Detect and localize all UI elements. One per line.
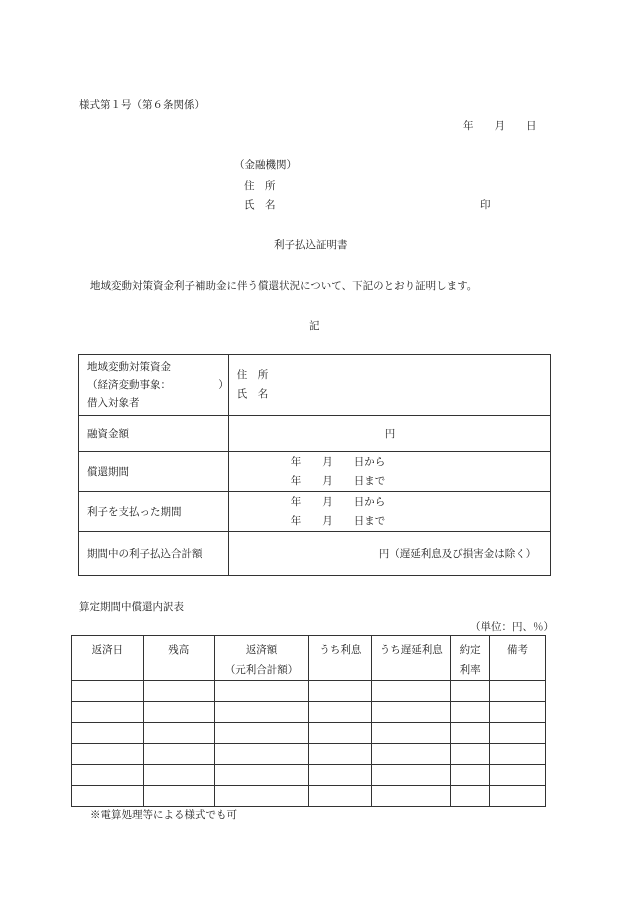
table-cell[interactable] bbox=[309, 681, 372, 702]
repayment-to: 年 月 日まで bbox=[290, 474, 386, 487]
table-cell[interactable] bbox=[143, 702, 214, 723]
borrower-label-1: 地域変動対策資金 bbox=[87, 361, 171, 373]
table-cell[interactable] bbox=[72, 702, 144, 723]
info-table bbox=[78, 354, 551, 576]
seal-mark: 印 bbox=[480, 199, 491, 211]
table-cell[interactable] bbox=[451, 681, 490, 702]
table-cell[interactable] bbox=[490, 681, 546, 702]
table-cell[interactable] bbox=[490, 786, 546, 807]
breakdown-unit: （単位：円、％） bbox=[470, 621, 554, 633]
table-cell[interactable] bbox=[451, 786, 490, 807]
interest-total-value[interactable]: 円（遅延利息及び損害金は除く） bbox=[228, 532, 550, 576]
header-contract-rate: 約定 利率 bbox=[451, 636, 490, 681]
borrower-name-label: 氏 名 bbox=[236, 388, 269, 400]
loan-amount-label: 融資金額 bbox=[79, 416, 229, 452]
interest-period-label: 利子を支払った期間 bbox=[79, 492, 229, 532]
table-row bbox=[72, 765, 546, 786]
table-cell[interactable] bbox=[372, 744, 451, 765]
table-cell[interactable] bbox=[372, 702, 451, 723]
name-label: 氏 名 bbox=[244, 199, 276, 211]
table-cell[interactable] bbox=[309, 744, 372, 765]
interest-total-row bbox=[79, 532, 551, 576]
interest-period-row bbox=[79, 492, 551, 532]
interest-period-value[interactable] bbox=[228, 492, 550, 532]
table-cell[interactable] bbox=[490, 702, 546, 723]
table-cell[interactable] bbox=[143, 723, 214, 744]
header-repayment-amount: 返済額 （元利合計額） bbox=[214, 636, 309, 681]
table-cell[interactable] bbox=[72, 681, 144, 702]
table-cell[interactable] bbox=[451, 765, 490, 786]
table-row bbox=[72, 744, 546, 765]
table-cell[interactable] bbox=[451, 723, 490, 744]
interest-to: 年 月 日まで bbox=[290, 514, 386, 527]
breakdown-header-row bbox=[72, 636, 546, 681]
loan-amount-row bbox=[79, 416, 551, 452]
table-cell[interactable] bbox=[143, 786, 214, 807]
borrower-label-3: 借入対象者 bbox=[87, 397, 140, 409]
institution-label: （金融機関） bbox=[234, 159, 297, 171]
interest-from: 年 月 日から bbox=[290, 495, 386, 508]
table-cell[interactable] bbox=[309, 702, 372, 723]
repayment-period-row bbox=[79, 452, 551, 492]
table-cell[interactable] bbox=[72, 786, 144, 807]
table-cell[interactable] bbox=[372, 681, 451, 702]
repayment-period-label: 償還期間 bbox=[79, 452, 229, 492]
table-cell[interactable] bbox=[143, 765, 214, 786]
table-row bbox=[72, 786, 546, 807]
table-cell[interactable] bbox=[372, 723, 451, 744]
interest-total-label: 期間中の利子払込合計額 bbox=[79, 532, 229, 576]
breakdown-body bbox=[72, 681, 546, 807]
table-row bbox=[72, 723, 546, 744]
borrower-label-cell bbox=[79, 355, 229, 416]
table-cell[interactable] bbox=[309, 765, 372, 786]
table-cell[interactable] bbox=[490, 723, 546, 744]
header-repayment-date: 返済日 bbox=[72, 636, 144, 681]
table-cell[interactable] bbox=[214, 744, 309, 765]
table-cell[interactable] bbox=[372, 786, 451, 807]
document-title: 利子払込証明書 bbox=[274, 239, 348, 251]
table-cell[interactable] bbox=[309, 723, 372, 744]
table-row bbox=[72, 681, 546, 702]
table-cell[interactable] bbox=[214, 681, 309, 702]
table-cell[interactable] bbox=[451, 702, 490, 723]
table-cell[interactable] bbox=[490, 744, 546, 765]
table-cell[interactable] bbox=[72, 723, 144, 744]
repayment-from: 年 月 日から bbox=[290, 455, 386, 468]
table-cell[interactable] bbox=[214, 723, 309, 744]
table-cell[interactable] bbox=[214, 702, 309, 723]
table-cell[interactable] bbox=[451, 744, 490, 765]
header-balance: 残高 bbox=[143, 636, 214, 681]
table-cell[interactable] bbox=[372, 765, 451, 786]
header-remarks: 備考 bbox=[490, 636, 546, 681]
borrower-value-cell[interactable] bbox=[228, 355, 550, 416]
address-label: 住 所 bbox=[244, 180, 276, 192]
table-cell[interactable] bbox=[72, 744, 144, 765]
table-cell[interactable] bbox=[143, 681, 214, 702]
date-line: 年 月 日 bbox=[463, 120, 537, 132]
breakdown-table bbox=[71, 635, 546, 807]
form-number: 様式第１号（第６条関係） bbox=[79, 99, 205, 111]
table-cell[interactable] bbox=[309, 786, 372, 807]
breakdown-title: 算定期間中償還内訳表 bbox=[79, 601, 184, 613]
ki-label: 記 bbox=[309, 320, 320, 332]
header-late-interest: うち遅延利息 bbox=[372, 636, 451, 681]
table-cell[interactable] bbox=[214, 765, 309, 786]
header-interest: うち利息 bbox=[309, 636, 372, 681]
table-cell[interactable] bbox=[72, 765, 144, 786]
loan-amount-value[interactable]: 円 bbox=[228, 416, 550, 452]
borrower-label-2: （経済変動事象： ） bbox=[87, 379, 229, 391]
table-cell[interactable] bbox=[490, 765, 546, 786]
borrower-address-label: 住 所 bbox=[236, 369, 269, 381]
table-cell[interactable] bbox=[143, 744, 214, 765]
table-cell[interactable] bbox=[214, 786, 309, 807]
repayment-period-value[interactable] bbox=[228, 452, 550, 492]
table-row bbox=[72, 702, 546, 723]
intro-text: 地域変動対策資金利子補助金に伴う償還状況について、下記のとおり証明します。 bbox=[90, 280, 478, 292]
footnote: ※電算処理等による様式でも可 bbox=[90, 809, 237, 821]
borrower-row bbox=[79, 355, 551, 416]
